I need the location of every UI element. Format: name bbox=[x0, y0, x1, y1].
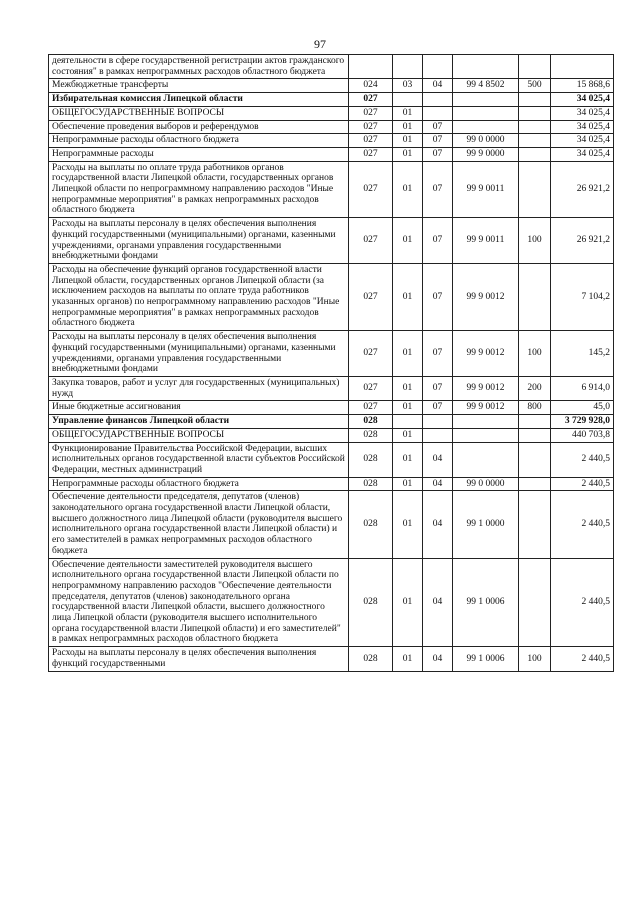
cell-section: 01 bbox=[393, 491, 423, 558]
cell-ved-code: 027 bbox=[349, 218, 393, 264]
cell-section: 01 bbox=[393, 263, 423, 330]
table-row bbox=[49, 147, 614, 161]
cell-section: 01 bbox=[393, 647, 423, 671]
table-row bbox=[49, 106, 614, 120]
cell-amount: 2 440,5 bbox=[551, 558, 614, 647]
table-row bbox=[49, 218, 614, 264]
cell-name: Расходы на обеспечение функций органов государственной власти Липецкой области, государственных органов Липецкой области (за исключением расходов на выплаты по оплате труда работников указанных органов) по непрограммному направлению расходов "Иные непрограммные мероприятия" в рамках непрограммных расходов областного бюджета bbox=[49, 263, 349, 330]
cell-ved-code: 028 bbox=[349, 415, 393, 429]
cell-expense-type bbox=[519, 93, 551, 107]
page-number: 97 bbox=[314, 37, 326, 51]
cell-section bbox=[393, 93, 423, 107]
cell-amount: 34 025,4 bbox=[551, 106, 614, 120]
cell-target-article: 99 9 0011 bbox=[453, 161, 519, 218]
cell-name: Непрограммные расходы bbox=[49, 147, 349, 161]
cell-expense-type: 100 bbox=[519, 331, 551, 377]
cell-amount: 3 729 928,0 bbox=[551, 415, 614, 429]
cell-target-article: 99 1 0006 bbox=[453, 647, 519, 671]
cell-target-article: 99 0 0000 bbox=[453, 477, 519, 491]
cell-amount: 2 440,5 bbox=[551, 491, 614, 558]
cell-amount: 2 440,5 bbox=[551, 442, 614, 477]
cell-section: 01 bbox=[393, 376, 423, 400]
cell-expense-type bbox=[519, 442, 551, 477]
cell-target-article: 99 9 0012 bbox=[453, 331, 519, 377]
cell-name: Обеспечение деятельности заместителей руководителя высшего исполнительного органа государственной власти Липецкой области по непрограммному направлению расходов "Обеспечение деятельности председателя, депутатов (членов) законодательного органа государственной власти Липецкой области, высшего должностного лица Липецкой области (руководителя высшего исполнительного органа государственной власти Липецкой области) и его заместителей" в рамках непрограммных расходов областного бюджета bbox=[49, 558, 349, 647]
cell-ved-code: 028 bbox=[349, 647, 393, 671]
cell-expense-type bbox=[519, 120, 551, 134]
budget-table bbox=[48, 54, 614, 672]
cell-ved-code: 028 bbox=[349, 491, 393, 558]
cell-name: деятельности в сфере государственной регистрации актов гражданского состояния" в рамках непрограммных расходов областного бюджета bbox=[49, 55, 349, 79]
cell-amount: 26 921,2 bbox=[551, 218, 614, 264]
cell-name: Расходы на выплаты персоналу в целях обеспечения выполнения функций государственными bbox=[49, 647, 349, 671]
cell-expense-type bbox=[519, 161, 551, 218]
cell-target-article bbox=[453, 106, 519, 120]
cell-amount: 2 440,5 bbox=[551, 477, 614, 491]
table-row bbox=[49, 120, 614, 134]
cell-section: 01 bbox=[393, 442, 423, 477]
cell-subsection: 07 bbox=[423, 134, 453, 148]
cell-section: 03 bbox=[393, 79, 423, 93]
cell-subsection bbox=[423, 55, 453, 79]
table-row bbox=[49, 79, 614, 93]
cell-expense-type: 500 bbox=[519, 79, 551, 93]
table-row bbox=[49, 477, 614, 491]
cell-target-article: 99 9 0011 bbox=[453, 218, 519, 264]
cell-amount: 34 025,4 bbox=[551, 120, 614, 134]
cell-name: Обеспечение деятельности председателя, депутатов (членов) законодательного органа государственной власти Липецкой области, высшего должностного лица Липецкой области (руководителя высшего исполнительного органа государственной власти Липецкой области) и его заместителей в рамках непрограммных расходов областного бюджета bbox=[49, 491, 349, 558]
cell-subsection bbox=[423, 415, 453, 429]
cell-amount: 34 025,4 bbox=[551, 134, 614, 148]
cell-amount bbox=[551, 55, 614, 79]
cell-target-article bbox=[453, 428, 519, 442]
cell-ved-code bbox=[349, 55, 393, 79]
cell-name: ОБЩЕГОСУДАРСТВЕННЫЕ ВОПРОСЫ bbox=[49, 106, 349, 120]
cell-expense-type bbox=[519, 147, 551, 161]
cell-ved-code: 027 bbox=[349, 263, 393, 330]
cell-expense-type: 800 bbox=[519, 401, 551, 415]
table-row bbox=[49, 263, 614, 330]
cell-section: 01 bbox=[393, 106, 423, 120]
cell-subsection bbox=[423, 428, 453, 442]
cell-ved-code: 027 bbox=[349, 147, 393, 161]
cell-amount: 6 914,0 bbox=[551, 376, 614, 400]
cell-ved-code: 028 bbox=[349, 428, 393, 442]
cell-ved-code: 028 bbox=[349, 558, 393, 647]
cell-name: Расходы на выплаты персоналу в целях обеспечения выполнения функций государственными (муниципальными) органами, казенными учреждениями, органами управления государственными внебюджетными фондами bbox=[49, 331, 349, 377]
cell-expense-type bbox=[519, 477, 551, 491]
cell-section: 01 bbox=[393, 218, 423, 264]
cell-subsection: 07 bbox=[423, 401, 453, 415]
cell-name: Обеспечение проведения выборов и референдумов bbox=[49, 120, 349, 134]
cell-name: ОБЩЕГОСУДАРСТВЕННЫЕ ВОПРОСЫ bbox=[49, 428, 349, 442]
cell-target-article: 99 9 0000 bbox=[453, 147, 519, 161]
cell-ved-code: 024 bbox=[349, 79, 393, 93]
cell-subsection: 04 bbox=[423, 79, 453, 93]
cell-ved-code: 027 bbox=[349, 134, 393, 148]
cell-target-article: 99 9 0012 bbox=[453, 376, 519, 400]
cell-subsection bbox=[423, 93, 453, 107]
cell-subsection: 04 bbox=[423, 647, 453, 671]
cell-section bbox=[393, 55, 423, 79]
cell-name: Расходы на выплаты персоналу в целях обеспечения выполнения функций государственными (муниципальными) органами, казенными учреждениями, органами управления государственными внебюджетными фондами bbox=[49, 218, 349, 264]
table-row bbox=[49, 93, 614, 107]
cell-expense-type: 100 bbox=[519, 647, 551, 671]
cell-subsection: 07 bbox=[423, 263, 453, 330]
table-row bbox=[49, 491, 614, 558]
cell-target-article bbox=[453, 120, 519, 134]
cell-target-article bbox=[453, 415, 519, 429]
cell-name: Иные бюджетные ассигнования bbox=[49, 401, 349, 415]
cell-subsection bbox=[423, 106, 453, 120]
table-row bbox=[49, 428, 614, 442]
cell-ved-code: 027 bbox=[349, 401, 393, 415]
cell-amount: 45,0 bbox=[551, 401, 614, 415]
table-row bbox=[49, 415, 614, 429]
cell-expense-type bbox=[519, 558, 551, 647]
cell-target-article: 99 4 8502 bbox=[453, 79, 519, 93]
cell-name: Расходы на выплаты по оплате труда работников органов государственной власти Липецкой области, государственных органов Липецкой области по непрограммному направлению расходов "Иные непрограммные мероприятия" в рамках непрограммных расходов областного бюджета bbox=[49, 161, 349, 218]
cell-amount: 145,2 bbox=[551, 331, 614, 377]
cell-amount: 26 921,2 bbox=[551, 161, 614, 218]
cell-name: Непрограммные расходы областного бюджета bbox=[49, 477, 349, 491]
cell-subsection: 04 bbox=[423, 477, 453, 491]
cell-section: 01 bbox=[393, 161, 423, 218]
cell-subsection: 07 bbox=[423, 147, 453, 161]
cell-name: Избирательная комиссия Липецкой области bbox=[49, 93, 349, 107]
cell-expense-type bbox=[519, 263, 551, 330]
cell-subsection: 07 bbox=[423, 376, 453, 400]
cell-target-article: 99 9 0012 bbox=[453, 401, 519, 415]
cell-ved-code: 027 bbox=[349, 161, 393, 218]
cell-amount: 2 440,5 bbox=[551, 647, 614, 671]
cell-ved-code: 027 bbox=[349, 93, 393, 107]
cell-section: 01 bbox=[393, 477, 423, 491]
cell-target-article bbox=[453, 442, 519, 477]
cell-subsection: 07 bbox=[423, 120, 453, 134]
table-row bbox=[49, 134, 614, 148]
cell-subsection: 04 bbox=[423, 558, 453, 647]
cell-subsection: 04 bbox=[423, 491, 453, 558]
cell-section: 01 bbox=[393, 134, 423, 148]
table-row bbox=[49, 376, 614, 400]
cell-name: Функционирование Правительства Российской Федерации, высших исполнительных органов государственной власти субъектов Российской Федерации, местных администраций bbox=[49, 442, 349, 477]
cell-name: Непрограммные расходы областного бюджета bbox=[49, 134, 349, 148]
cell-target-article: 99 1 0000 bbox=[453, 491, 519, 558]
cell-ved-code: 027 bbox=[349, 331, 393, 377]
cell-target-article: 99 0 0000 bbox=[453, 134, 519, 148]
cell-subsection: 07 bbox=[423, 218, 453, 264]
cell-subsection: 07 bbox=[423, 161, 453, 218]
cell-ved-code: 027 bbox=[349, 376, 393, 400]
cell-expense-type: 200 bbox=[519, 376, 551, 400]
table-row bbox=[49, 558, 614, 647]
cell-ved-code: 027 bbox=[349, 120, 393, 134]
cell-section: 01 bbox=[393, 428, 423, 442]
cell-name: Управление финансов Липецкой области bbox=[49, 415, 349, 429]
cell-target-article: 99 9 0012 bbox=[453, 263, 519, 330]
cell-amount: 15 868,6 bbox=[551, 79, 614, 93]
table-row bbox=[49, 647, 614, 671]
cell-target-article bbox=[453, 55, 519, 79]
cell-section bbox=[393, 415, 423, 429]
cell-expense-type bbox=[519, 415, 551, 429]
cell-amount: 440 703,8 bbox=[551, 428, 614, 442]
cell-amount: 34 025,4 bbox=[551, 93, 614, 107]
cell-amount: 34 025,4 bbox=[551, 147, 614, 161]
cell-expense-type bbox=[519, 428, 551, 442]
cell-ved-code: 027 bbox=[349, 106, 393, 120]
cell-subsection: 07 bbox=[423, 331, 453, 377]
cell-name: Межбюджетные трансферты bbox=[49, 79, 349, 93]
cell-ved-code: 028 bbox=[349, 442, 393, 477]
table-row bbox=[49, 401, 614, 415]
cell-section: 01 bbox=[393, 120, 423, 134]
cell-target-article: 99 1 0006 bbox=[453, 558, 519, 647]
cell-ved-code: 028 bbox=[349, 477, 393, 491]
table-row bbox=[49, 161, 614, 218]
table-row bbox=[49, 442, 614, 477]
cell-expense-type bbox=[519, 55, 551, 79]
cell-expense-type bbox=[519, 106, 551, 120]
cell-target-article bbox=[453, 93, 519, 107]
cell-name: Закупка товаров, работ и услуг для государственных (муниципальных) нужд bbox=[49, 376, 349, 400]
table-body bbox=[49, 55, 614, 672]
cell-expense-type bbox=[519, 491, 551, 558]
table-row bbox=[49, 331, 614, 377]
cell-expense-type bbox=[519, 134, 551, 148]
cell-amount: 7 104,2 bbox=[551, 263, 614, 330]
cell-section: 01 bbox=[393, 147, 423, 161]
cell-section: 01 bbox=[393, 331, 423, 377]
cell-section: 01 bbox=[393, 558, 423, 647]
cell-subsection: 04 bbox=[423, 442, 453, 477]
table-row bbox=[49, 55, 614, 79]
cell-expense-type: 100 bbox=[519, 218, 551, 264]
cell-section: 01 bbox=[393, 401, 423, 415]
